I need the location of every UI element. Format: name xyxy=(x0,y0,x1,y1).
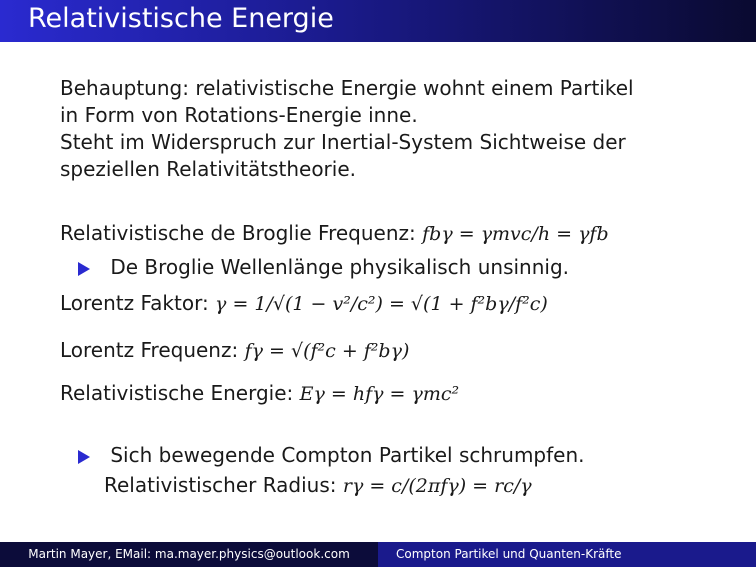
compton-bullet xyxy=(78,443,585,467)
relativistic-radius-line xyxy=(104,473,532,497)
compton-bullet-text: Sich bewegende Compton Partikel schrumpfen. xyxy=(110,443,585,467)
lorentz-frequency-label: Lorentz Frequenz: xyxy=(60,338,239,362)
lorentz-frequency-line xyxy=(60,338,409,362)
relativistic-radius-formula: rγ = c/(2πfγ) = rc/γ xyxy=(342,475,532,497)
broglie-frequency-line xyxy=(60,221,609,245)
broglie-bullet xyxy=(78,255,569,279)
slide-content xyxy=(60,75,740,497)
energy-label: Relativistische Energie: xyxy=(60,381,294,405)
lorentz-frequency-formula: fγ = √(f²c + f²bγ) xyxy=(244,340,410,362)
energy-line xyxy=(60,381,459,405)
bullet-triangle-icon xyxy=(78,262,90,276)
claim-line-1: Behauptung: relativistische Energie wohnt einem Partikel xyxy=(60,76,634,100)
footer-bar xyxy=(0,542,756,567)
claim-line-4: speziellen Relativitätstheorie. xyxy=(60,157,356,181)
claim-line-3: Steht im Widerspruch zur Inertial-System Sichtweise der xyxy=(60,130,626,154)
energy-formula: Eγ = hfγ = γmc² xyxy=(299,383,460,405)
footer-talk-title: Compton Partikel und Quanten-Kräfte xyxy=(396,547,622,561)
lorentz-factor-line xyxy=(60,291,548,315)
relativistic-radius-label: Relativistischer Radius: xyxy=(104,473,337,497)
bullet-triangle-icon xyxy=(78,450,90,464)
broglie-bullet-text: De Broglie Wellenlänge physikalisch unsinnig. xyxy=(110,255,570,279)
lorentz-factor-label: Lorentz Faktor: xyxy=(60,291,209,315)
slide-title: Relativistische Energie xyxy=(28,3,334,34)
title-bar xyxy=(0,0,756,42)
footer-author: Martin Mayer, EMail: ma.mayer.physics@outlook.com xyxy=(0,542,378,567)
broglie-frequency-formula: fbγ = γmvc/h = γfb xyxy=(422,223,609,245)
broglie-frequency-label: Relativistische de Broglie Frequenz: xyxy=(60,221,416,245)
footer-title-box xyxy=(378,542,756,567)
lorentz-factor-formula: γ = 1/√(1 − v²/c²) = √(1 + f²bγ/f²c) xyxy=(215,293,548,315)
claim-line-2: in Form von Rotations-Energie inne. xyxy=(60,103,418,127)
claim-paragraph xyxy=(60,75,740,183)
